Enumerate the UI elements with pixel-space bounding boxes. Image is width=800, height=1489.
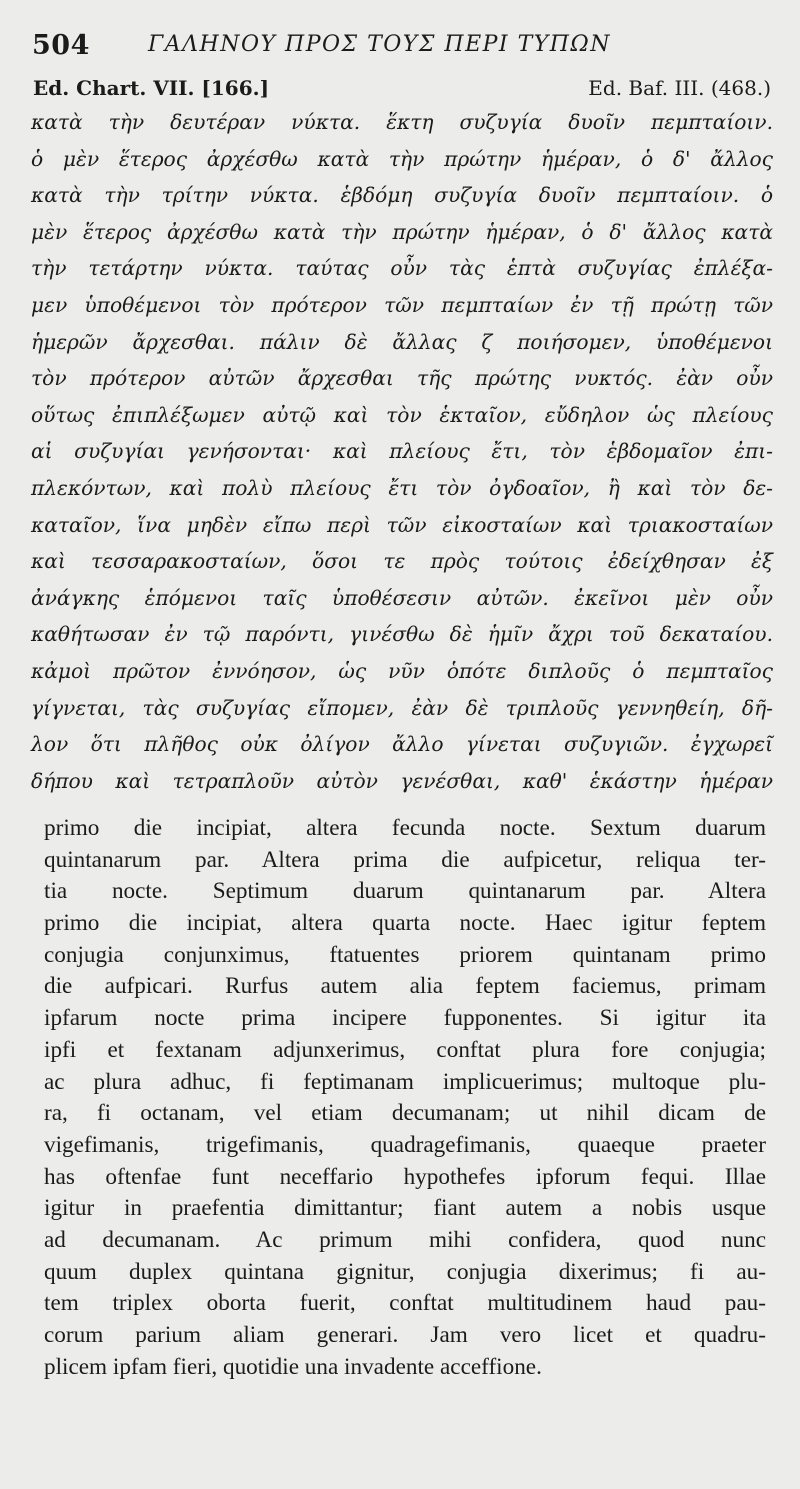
greek-text-line: ἀνάγκης ἑπόμενοι ταῖς ὑποθέσεσιν αὐτῶν. ἐκεῖνοι μὲν οὖν [31,585,773,610]
latin-text-line: vigefimanis, trigefimanis, quadragefimanis, quaeque praeter [44,1131,766,1158]
page-header [32,28,772,68]
latin-text-line: primo die incipiat, altera fecunda nocte. Sextum duarum [44,815,766,841]
greek-text-line: μὲν ἕτερος ἀρχέσθω κατὰ τὴν πρώτην ἡμέραν, ὁ δ' ἄλλος κατὰ [31,219,773,244]
greek-text-line: καὶ τεσσαρακοσταίων, ὅσοι τε πρὸς τούτοις ἐδείχθησαν ἐξ [31,549,773,574]
latin-text-block [44,813,766,1383]
latin-text-line: primo die incipiat, altera quarta nocte. Haec igitur feptem [44,910,766,937]
greek-text-line: γίγνεται, τὰς συζυγίας εἴπομεν, ἐὰν δὲ τριπλοῦς γεννηθείη, δῆ- [31,695,773,720]
greek-text-line: ἡμερῶν ἄρχεσθαι. πάλιν δὲ ἄλλας ζ ποιήσομεν, ὑποθέμενοι [31,329,773,354]
latin-text-line: ac plura adhuc, fi feptimanam implicuerimus; multoque plu- [44,1068,766,1095]
greek-text-line: τὸν πρότερον αὐτῶν ἄρχεσθαι τῆς πρώτης νυκτός. ἐὰν οὖν [31,366,773,391]
latin-text-line: plicem ipfam fieri, quotidie una invadente acceffione. [44,1353,542,1380]
latin-text-line: tia nocte. Septimum duarum quintanarum par. Altera [44,878,766,905]
greek-text-line: κἀμοὶ πρῶτον ἐννόησον, ὡς νῦν ὁπότε διπλοῦς ὁ πεμπταῖος [31,658,773,683]
edition-reference-line [33,76,771,104]
greek-text-line: κατὰ τὴν δευτέραν νύκτα. ἕκτη συζυγία δυοῖν πεμπταίοιν. [31,110,773,134]
greek-text-line: λον ὅτι πλῆθος οὐκ ὀλίγον ἄλλο γίνεται συζυγιῶν. ἐγχωρεῖ [31,732,773,757]
latin-text-line: corum parium aliam generari. Jam vero licet et quadru- [44,1322,766,1348]
latin-text-line: ipfi et fextanam adjunxerimus, conftat plura fore conjugia; [44,1036,766,1063]
latin-text-line: tem triplex oborta fuerit, conftat multitudinem haud pau- [44,1290,766,1317]
greek-text-line: πλεκόντων, καὶ πολὺ πλείους ἔτι τὸν ὀγδοαῖον, ἢ καὶ τὸν δε- [31,475,773,500]
latin-text-line: die aufpicari. Rurfus autem alia feptem faciemus, primam [44,973,766,1000]
greek-text-line: τὴν τετάρτην νύκτα. ταύτας οὖν τὰς ἑπτὰ συζυγίας ἐπλέξα- [31,256,773,281]
latin-text-line: quintanarum par. Altera prima die aufpicetur, reliqua ter- [44,846,766,873]
latin-text-line: ad decumanam. Ac primum mihi confidera, quod nunc [44,1226,766,1253]
greek-text-line: καταῖον, ἵνα μηδὲν εἴπω περὶ τῶν εἰκοσταίων καὶ τριακοσταίων [31,512,773,537]
edition-chartier-reference: Ed. Chart. VII. [166.] [33,76,270,100]
greek-text-line: αἱ συζυγίαι γενήσονται· καὶ πλείους ἔτι, τὸν ἑβδομαῖον ἐπι- [31,439,773,464]
greek-text-block [31,104,773,799]
greek-text-line: μεν ὑποθέμενοι τὸν πρότερον τῶν πεμπταίων ἐν τῇ πρώτῃ τῶν [31,292,773,317]
latin-text-line: has oftenfae funt neceffario hypothefes ipforum fequi. Illae [44,1163,766,1190]
latin-text-line: ra, fi octanam, vel etiam decumanam; ut nihil dicam de [44,1100,766,1127]
edition-basel-reference: Ed. Baf. III. (468.) [588,76,771,100]
latin-text-line: quum duplex quintana gignitur, conjugia dixerimus; fi au- [44,1258,766,1285]
latin-text-line: igitur in praefentia dimittantur; fiant autem a nobis usque [44,1195,766,1222]
page-number: 504 [32,30,90,61]
greek-text-line: οὕτως ἐπιπλέξωμεν αὐτῷ καὶ τὸν ἑκταῖον, εὔδηλον ὡς πλείους [31,402,773,427]
running-title: ΓΑΛΗΝΟΥ ΠΡΟΣ ΤΟΥΣ ΠΕΡΙ ΤΥΠΩΝ [148,32,611,57]
greek-text-line: ὁ μὲν ἕτερος ἀρχέσθω κατὰ τὴν πρώτην ἡμέραν, ὁ δ' ἄλλος [31,146,773,171]
greek-text-line: καθήτωσαν ἐν τῷ παρόντι, γινέσθω δὲ ἡμῖν ἄχρι τοῦ δεκαταίου. [31,622,773,647]
latin-text-line: conjugia conjunximus, ftatuentes priorem quintanam primo [44,941,766,968]
greek-text-line: κατὰ τὴν τρίτην νύκτα. ἑβδόμη συζυγία δυοῖν πεμπταίοιν. ὁ [31,183,773,208]
latin-text-line: ipfarum nocte prima incipere fupponentes. Si igitur ita [44,1005,766,1032]
greek-text-line: δήπου καὶ τετραπλοῦν αὐτὸν γενέσθαι, καθ' ἑκάστην ἡμέραν [31,768,773,793]
